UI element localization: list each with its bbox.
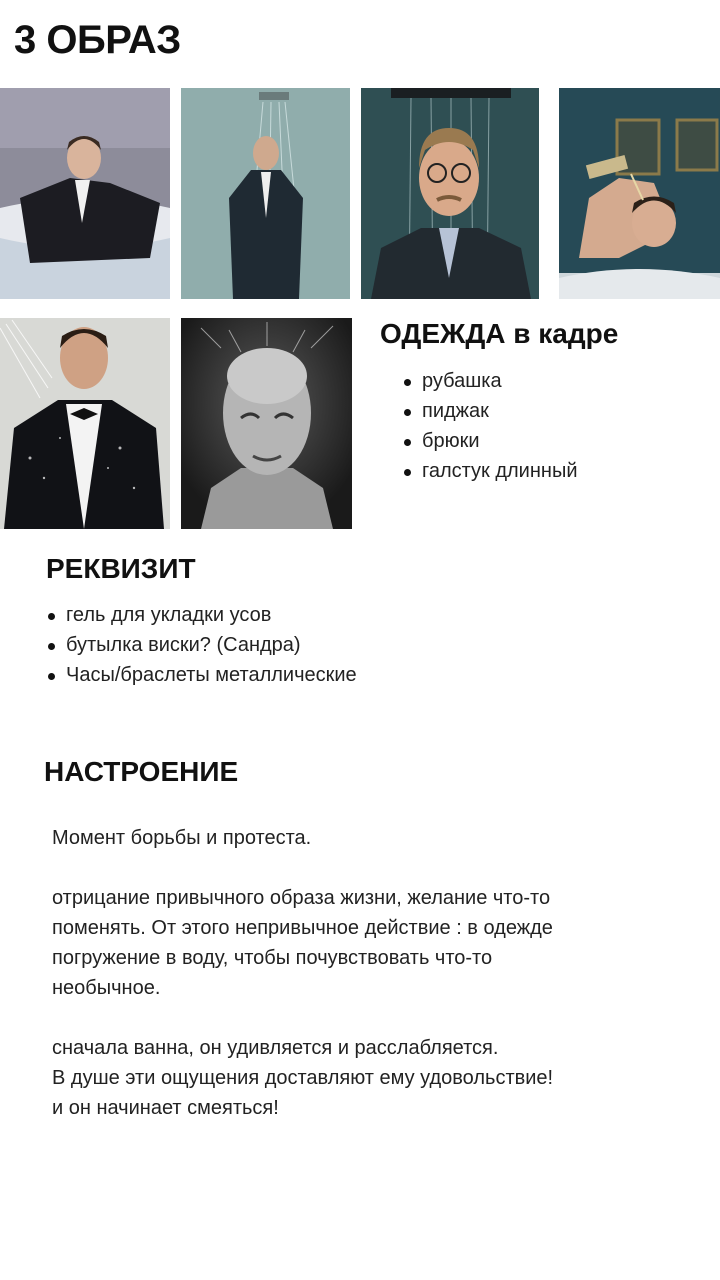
clothing-list xyxy=(402,366,578,486)
mood-line: сначала ванна, он удивляется и расслабляется. xyxy=(52,1037,499,1059)
photo-man-glasses-water xyxy=(361,88,539,299)
list-item: брюки xyxy=(402,426,578,456)
mood-line: необычное. xyxy=(52,977,161,999)
mood-line: отрицание привычного образа жизни, желание что-то xyxy=(52,887,551,909)
photo-man-under-shower-suit xyxy=(181,88,350,299)
props-list xyxy=(46,600,357,690)
mood-line: В душе эти ощущения доставляют ему удовольствие! xyxy=(52,1067,554,1089)
mood-heading: НАСТРОЕНИЕ xyxy=(44,756,239,787)
list-item: рубашка xyxy=(402,366,578,396)
mood-paragraph xyxy=(52,883,702,1003)
mood-line: Момент борьбы и протеста. xyxy=(52,827,312,849)
props-heading: РЕКВИЗИТ xyxy=(46,553,196,584)
photo-man-in-bathtub-suit xyxy=(0,88,170,299)
mood-line: и он начинает смеяться! xyxy=(52,1097,279,1119)
list-item: пиджак xyxy=(402,396,578,426)
page-title: 3 ОБРАЗ xyxy=(14,18,181,62)
photo-man-tuxedo-splash xyxy=(0,318,170,529)
mood-line: поменять. От этого непривычное действие : в одежде xyxy=(52,917,553,939)
clothing-heading: ОДЕЖДА в кадре xyxy=(380,318,619,349)
list-item: Часы/браслеты металлические xyxy=(46,660,357,690)
mood-line: погружение в воду, чтобы почувствовать что-то xyxy=(52,947,493,969)
list-item: гель для укладки усов xyxy=(46,600,357,630)
mood-paragraph xyxy=(52,1033,702,1123)
list-item: галстук длинный xyxy=(402,456,578,486)
photo-man-pouring-bottle-bath xyxy=(559,88,720,299)
photo-man-wet-head-bw xyxy=(181,318,352,529)
list-item: бутылка виски? (Сандра) xyxy=(46,630,357,660)
mood-text xyxy=(52,823,702,1123)
mood-paragraph xyxy=(52,823,702,853)
